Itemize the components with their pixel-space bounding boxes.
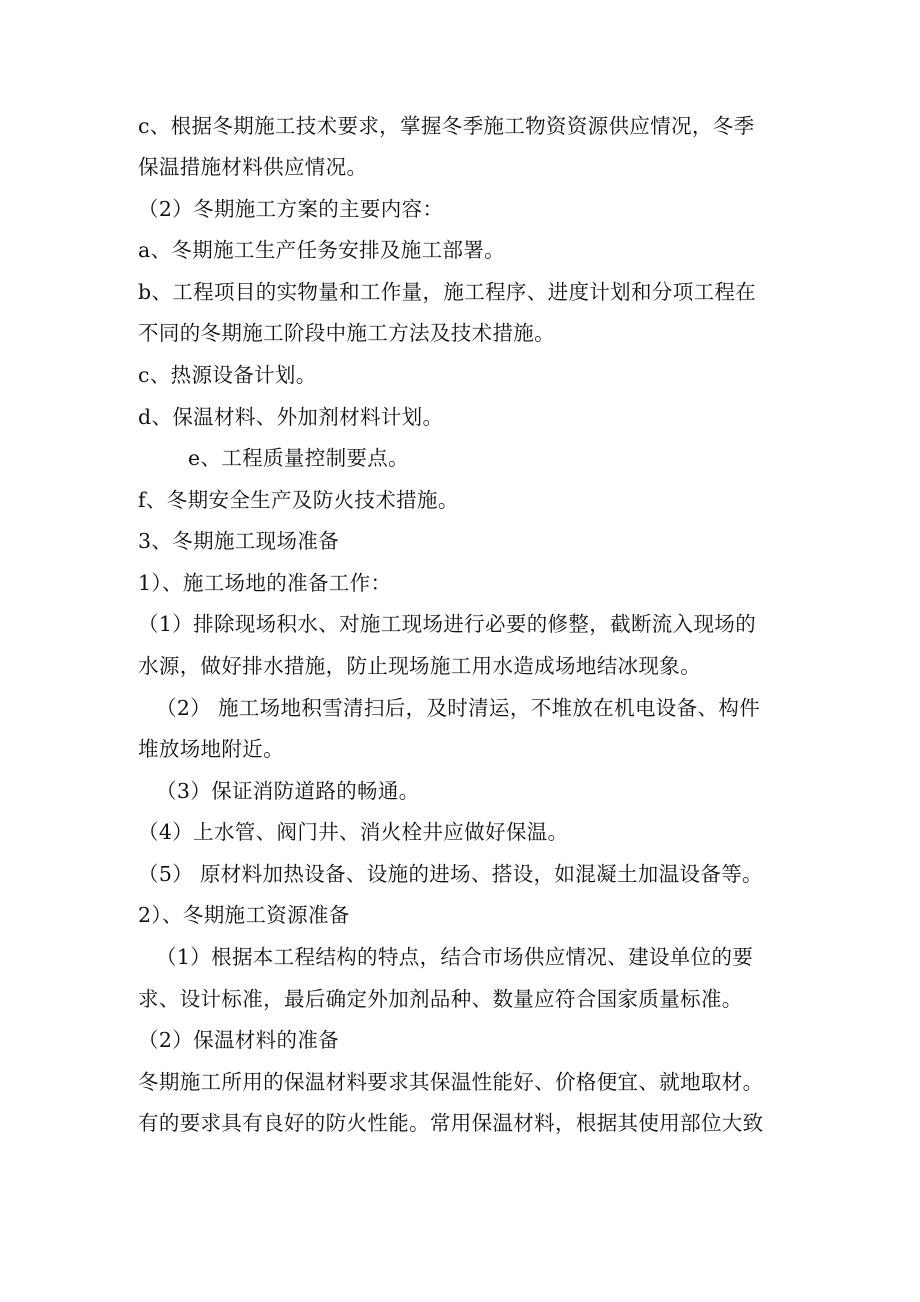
text-line: a、冬期施工生产任务安排及施工部署。 [138,238,506,262]
text-line: e、工程质量控制要点。 [188,446,409,470]
text-line: f、冬期安全生产及防火技术措施。 [138,488,459,512]
text-line: （2）保温材料的准备 [138,1028,340,1052]
text-line: c、热源设备计划。 [138,363,317,387]
text-line: （5） 原材料加热设备、设施的进场、搭设，如混凝土加温设备等。 [138,862,763,886]
text-line: 有的要求具有良好的防火性能。常用保温材料，根据其使用部位大致 [138,1111,764,1135]
subsection-heading: 1）、施工场地的准备工作： [138,571,392,595]
text-line: 堆放场地附近。 [138,737,284,761]
text-line: （2） 施工场地积雪清扫后，及时清运，不堆放在机电设备、构件 [156,696,761,720]
text-line: b、工程项目的实物量和工作量，施工程序、进度计划和分项工程在 [138,280,757,304]
text-line: d、保温材料、外加剂材料计划。 [138,405,444,429]
text-line: （1）排除现场积水、对施工现场进行必要的修整，截断流入现场的 [138,612,757,636]
text-line: （3）保证消防道路的畅通。 [156,779,420,803]
text-line: 求、设计标准，最后确定外加剂品种、数量应符合国家质量标准。 [138,987,743,1011]
text-line: 不同的冬期施工阶段中施工方法及技术措施。 [138,321,555,345]
section-heading: 3、冬期施工现场准备 [138,529,340,553]
text-line: 冬期施工所用的保温材料要求其保温性能好、价格便宜、就地取材。 [138,1070,764,1094]
text-line: 水源，做好排水措施，防止现场施工用水造成场地结冰现象。 [138,654,701,678]
subsection-heading: 2）、冬期施工资源准备 [138,903,350,927]
text-line: （2）冬期施工方案的主要内容： [138,197,444,221]
text-line: c、根据冬期施工技术要求，掌握冬季施工物资资源供应情况，冬季 [138,114,755,138]
text-line: 保温措施材料供应情况。 [138,155,368,179]
text-line: （1）根据本工程结构的特点，结合市场供应情况、建设单位的要 [156,945,754,969]
text-line: （4）上水管、阀门井、消火栓井应做好保温。 [138,820,569,844]
